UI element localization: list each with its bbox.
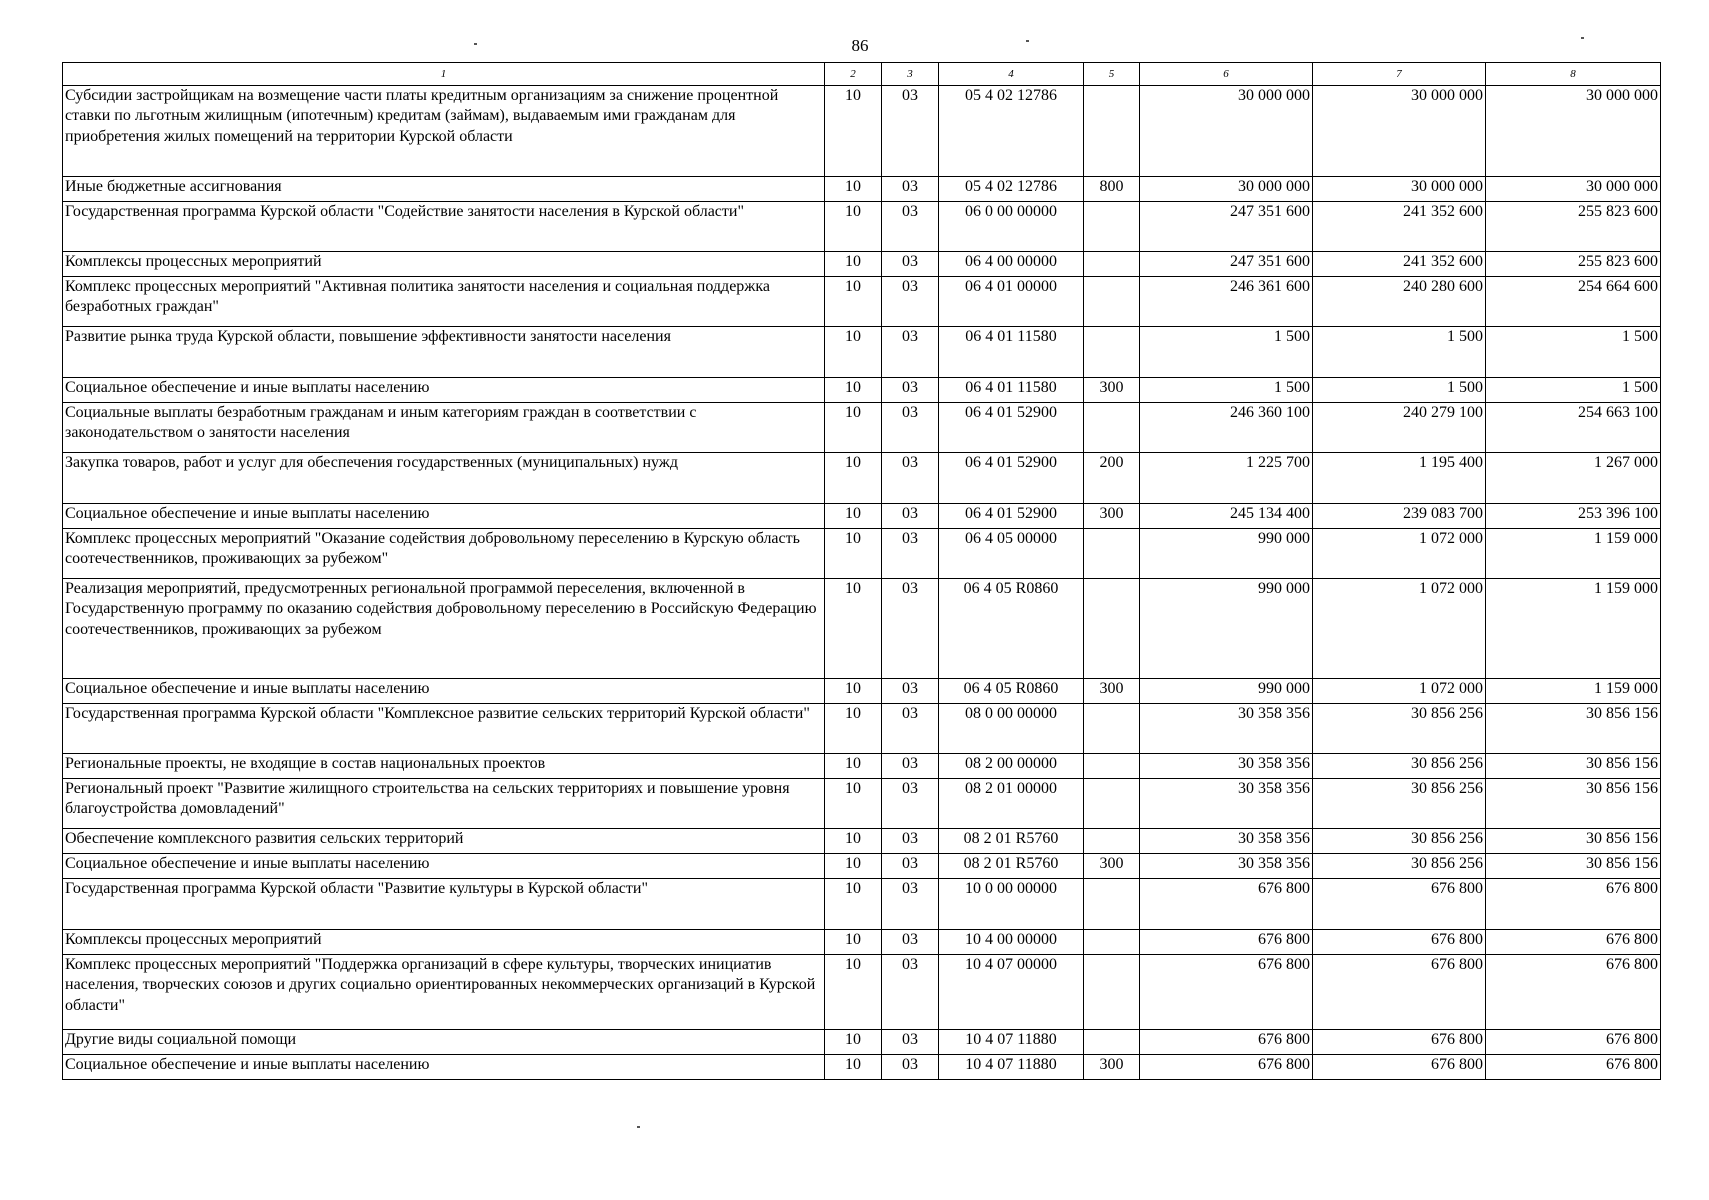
column-header: 7 [1313, 63, 1486, 86]
cell-name: Государственная программа Курской области "Развитие культуры в Курской области" [63, 879, 825, 930]
cell-section: 10 [825, 453, 882, 504]
cell-name: Региональный проект "Развитие жилищного строительства на сельских территориях и повышение уровня благоустройства домовладений" [63, 779, 825, 829]
table-row [63, 1055, 1661, 1080]
cell-amount-1: 676 800 [1140, 1055, 1313, 1080]
scan-speck [1581, 37, 1584, 39]
table-row [63, 277, 1661, 327]
table-row [63, 504, 1661, 529]
cell-amount-2: 30 000 000 [1313, 177, 1486, 202]
cell-amount-1: 990 000 [1140, 579, 1313, 679]
cell-amount-3: 676 800 [1486, 955, 1661, 1030]
cell-expense-type [1084, 879, 1140, 930]
table-row [63, 829, 1661, 854]
cell-expense-type [1084, 529, 1140, 579]
cell-target-article: 06 4 01 52900 [939, 453, 1084, 504]
cell-amount-3: 30 856 156 [1486, 754, 1661, 779]
cell-amount-2: 676 800 [1313, 1030, 1486, 1055]
cell-subsection: 03 [882, 1055, 939, 1080]
cell-name: Государственная программа Курской области "Комплексное развитие сельских территорий Курской области" [63, 704, 825, 754]
cell-section: 10 [825, 504, 882, 529]
cell-subsection: 03 [882, 879, 939, 930]
cell-subsection: 03 [882, 202, 939, 252]
cell-name: Иные бюджетные ассигнования [63, 177, 825, 202]
cell-subsection: 03 [882, 579, 939, 679]
cell-amount-1: 990 000 [1140, 529, 1313, 579]
cell-target-article: 06 4 01 52900 [939, 504, 1084, 529]
cell-amount-1: 1 500 [1140, 378, 1313, 403]
table-row [63, 202, 1661, 252]
cell-section: 10 [825, 930, 882, 955]
cell-subsection: 03 [882, 453, 939, 504]
cell-amount-3: 1 500 [1486, 327, 1661, 378]
column-header: 1 [63, 63, 825, 86]
cell-target-article: 06 4 01 52900 [939, 403, 1084, 453]
cell-expense-type: 300 [1084, 1055, 1140, 1080]
cell-amount-3: 30 856 156 [1486, 829, 1661, 854]
cell-amount-1: 30 000 000 [1140, 177, 1313, 202]
cell-amount-2: 30 856 256 [1313, 854, 1486, 879]
table-body [63, 86, 1661, 1080]
cell-expense-type: 300 [1084, 854, 1140, 879]
cell-name: Социальное обеспечение и иные выплаты населению [63, 854, 825, 879]
cell-amount-2: 1 072 000 [1313, 679, 1486, 704]
cell-name: Социальное обеспечение и иные выплаты населению [63, 679, 825, 704]
cell-amount-1: 676 800 [1140, 1030, 1313, 1055]
cell-target-article: 06 4 05 00000 [939, 529, 1084, 579]
cell-section: 10 [825, 202, 882, 252]
cell-section: 10 [825, 252, 882, 277]
cell-amount-1: 30 358 356 [1140, 704, 1313, 754]
cell-amount-2: 1 072 000 [1313, 579, 1486, 679]
column-header: 2 [825, 63, 882, 86]
cell-amount-1: 30 358 356 [1140, 754, 1313, 779]
cell-amount-3: 1 159 000 [1486, 679, 1661, 704]
cell-section: 10 [825, 277, 882, 327]
table-row [63, 453, 1661, 504]
cell-amount-2: 676 800 [1313, 930, 1486, 955]
cell-subsection: 03 [882, 854, 939, 879]
cell-expense-type: 200 [1084, 453, 1140, 504]
table-row [63, 403, 1661, 453]
cell-amount-3: 255 823 600 [1486, 252, 1661, 277]
cell-amount-2: 676 800 [1313, 1055, 1486, 1080]
cell-name: Другие виды социальной помощи [63, 1030, 825, 1055]
scan-speck [474, 43, 477, 45]
scan-speck [637, 1126, 640, 1128]
cell-section: 10 [825, 403, 882, 453]
table-row [63, 579, 1661, 679]
cell-subsection: 03 [882, 277, 939, 327]
cell-amount-1: 247 351 600 [1140, 202, 1313, 252]
cell-amount-3: 255 823 600 [1486, 202, 1661, 252]
table-row [63, 754, 1661, 779]
table-row [63, 679, 1661, 704]
cell-expense-type [1084, 1030, 1140, 1055]
cell-amount-1: 30 000 000 [1140, 86, 1313, 177]
cell-subsection: 03 [882, 754, 939, 779]
cell-amount-2: 30 856 256 [1313, 704, 1486, 754]
cell-target-article: 06 4 00 00000 [939, 252, 1084, 277]
cell-amount-1: 676 800 [1140, 930, 1313, 955]
cell-section: 10 [825, 378, 882, 403]
table-row [63, 779, 1661, 829]
cell-subsection: 03 [882, 327, 939, 378]
table-row [63, 252, 1661, 277]
cell-amount-3: 30 000 000 [1486, 177, 1661, 202]
table-row [63, 854, 1661, 879]
cell-amount-3: 30 856 156 [1486, 779, 1661, 829]
cell-name: Субсидии застройщикам на возмещение части платы кредитным организациям за снижение процентной ставки по льготным жилищным (ипотечным) кредитам (займам), выдаваемым ими гражданам для приобретения жилых помещений на территории Курской области [63, 86, 825, 177]
cell-name: Социальное обеспечение и иные выплаты населению [63, 378, 825, 403]
cell-subsection: 03 [882, 829, 939, 854]
cell-amount-3: 1 267 000 [1486, 453, 1661, 504]
cell-section: 10 [825, 829, 882, 854]
cell-subsection: 03 [882, 403, 939, 453]
cell-expense-type [1084, 252, 1140, 277]
cell-target-article: 08 2 00 00000 [939, 754, 1084, 779]
cell-target-article: 06 4 05 R0860 [939, 579, 1084, 679]
table-row [63, 930, 1661, 955]
column-header: 5 [1084, 63, 1140, 86]
cell-expense-type [1084, 202, 1140, 252]
cell-amount-3: 1 159 000 [1486, 579, 1661, 679]
cell-expense-type [1084, 829, 1140, 854]
table-row [63, 327, 1661, 378]
cell-section: 10 [825, 854, 882, 879]
cell-amount-1: 676 800 [1140, 955, 1313, 1030]
cell-expense-type: 800 [1084, 177, 1140, 202]
column-header: 8 [1486, 63, 1661, 86]
cell-amount-3: 1 159 000 [1486, 529, 1661, 579]
cell-target-article: 06 4 05 R0860 [939, 679, 1084, 704]
cell-target-article: 08 0 00 00000 [939, 704, 1084, 754]
cell-amount-3: 254 664 600 [1486, 277, 1661, 327]
cell-amount-2: 1 195 400 [1313, 453, 1486, 504]
cell-amount-2: 30 000 000 [1313, 86, 1486, 177]
cell-amount-3: 676 800 [1486, 930, 1661, 955]
table-row [63, 378, 1661, 403]
cell-expense-type [1084, 86, 1140, 177]
cell-amount-2: 676 800 [1313, 955, 1486, 1030]
cell-target-article: 08 2 01 R5760 [939, 829, 1084, 854]
cell-subsection: 03 [882, 1030, 939, 1055]
column-header: 6 [1140, 63, 1313, 86]
cell-amount-1: 30 358 356 [1140, 829, 1313, 854]
cell-subsection: 03 [882, 86, 939, 177]
cell-expense-type [1084, 327, 1140, 378]
cell-section: 10 [825, 177, 882, 202]
cell-amount-2: 240 279 100 [1313, 403, 1486, 453]
page-number: 86 [851, 36, 869, 55]
cell-subsection: 03 [882, 504, 939, 529]
cell-target-article: 10 4 07 11880 [939, 1055, 1084, 1080]
cell-expense-type [1084, 930, 1140, 955]
cell-amount-1: 30 358 356 [1140, 779, 1313, 829]
cell-target-article: 06 4 01 11580 [939, 378, 1084, 403]
cell-subsection: 03 [882, 529, 939, 579]
cell-amount-3: 30 000 000 [1486, 86, 1661, 177]
cell-amount-3: 254 663 100 [1486, 403, 1661, 453]
cell-amount-1: 30 358 356 [1140, 854, 1313, 879]
cell-name: Комплексы процессных мероприятий [63, 252, 825, 277]
cell-expense-type [1084, 579, 1140, 679]
cell-section: 10 [825, 1055, 882, 1080]
cell-amount-1: 1 225 700 [1140, 453, 1313, 504]
cell-section: 10 [825, 679, 882, 704]
cell-section: 10 [825, 754, 882, 779]
cell-name: Социальное обеспечение и иные выплаты населению [63, 1055, 825, 1080]
budget-table [62, 62, 1661, 1080]
cell-amount-3: 676 800 [1486, 1030, 1661, 1055]
cell-amount-1: 246 361 600 [1140, 277, 1313, 327]
cell-target-article: 06 0 00 00000 [939, 202, 1084, 252]
cell-expense-type: 300 [1084, 504, 1140, 529]
cell-name: Закупка товаров, работ и услуг для обеспечения государственных (муниципальных) нужд [63, 453, 825, 504]
cell-section: 10 [825, 579, 882, 679]
cell-amount-2: 676 800 [1313, 879, 1486, 930]
cell-amount-1: 247 351 600 [1140, 252, 1313, 277]
table-row [63, 955, 1661, 1030]
cell-target-article: 06 4 01 11580 [939, 327, 1084, 378]
cell-section: 10 [825, 1030, 882, 1055]
cell-amount-2: 239 083 700 [1313, 504, 1486, 529]
cell-amount-1: 676 800 [1140, 879, 1313, 930]
cell-expense-type [1084, 779, 1140, 829]
cell-amount-2: 240 280 600 [1313, 277, 1486, 327]
cell-name: Региональные проекты, не входящие в состав национальных проектов [63, 754, 825, 779]
cell-target-article: 05 4 02 12786 [939, 177, 1084, 202]
cell-name: Комплексы процессных мероприятий [63, 930, 825, 955]
cell-amount-1: 1 500 [1140, 327, 1313, 378]
cell-name: Развитие рынка труда Курской области, повышение эффективности занятости населения [63, 327, 825, 378]
column-header: 4 [939, 63, 1084, 86]
header-row [63, 63, 1661, 86]
cell-subsection: 03 [882, 779, 939, 829]
table-row [63, 879, 1661, 930]
cell-target-article: 10 4 00 00000 [939, 930, 1084, 955]
cell-amount-2: 1 500 [1313, 327, 1486, 378]
cell-subsection: 03 [882, 930, 939, 955]
cell-amount-2: 241 352 600 [1313, 252, 1486, 277]
cell-name: Государственная программа Курской области "Содействие занятости населения в Курской области" [63, 202, 825, 252]
cell-name: Обеспечение комплексного развития сельских территорий [63, 829, 825, 854]
table-row [63, 529, 1661, 579]
cell-section: 10 [825, 704, 882, 754]
cell-section: 10 [825, 327, 882, 378]
cell-expense-type [1084, 277, 1140, 327]
cell-section: 10 [825, 86, 882, 177]
cell-section: 10 [825, 879, 882, 930]
cell-target-article: 05 4 02 12786 [939, 86, 1084, 177]
cell-amount-2: 1 072 000 [1313, 529, 1486, 579]
cell-target-article: 08 2 01 R5760 [939, 854, 1084, 879]
cell-expense-type [1084, 704, 1140, 754]
cell-amount-2: 30 856 256 [1313, 829, 1486, 854]
cell-target-article: 10 4 07 00000 [939, 955, 1084, 1030]
cell-amount-3: 30 856 156 [1486, 854, 1661, 879]
cell-amount-1: 245 134 400 [1140, 504, 1313, 529]
table-row [63, 1030, 1661, 1055]
cell-name: Комплекс процессных мероприятий "Оказание содействия добровольному переселению в Курскую область соотечественников, проживающих за рубежом" [63, 529, 825, 579]
cell-subsection: 03 [882, 378, 939, 403]
cell-amount-3: 676 800 [1486, 1055, 1661, 1080]
cell-expense-type: 300 [1084, 679, 1140, 704]
cell-target-article: 08 2 01 00000 [939, 779, 1084, 829]
cell-expense-type: 300 [1084, 378, 1140, 403]
table-row [63, 177, 1661, 202]
cell-expense-type [1084, 955, 1140, 1030]
table-row [63, 704, 1661, 754]
scan-speck [1026, 40, 1029, 42]
cell-target-article: 10 0 00 00000 [939, 879, 1084, 930]
cell-amount-1: 990 000 [1140, 679, 1313, 704]
cell-section: 10 [825, 779, 882, 829]
cell-amount-3: 1 500 [1486, 378, 1661, 403]
cell-amount-2: 30 856 256 [1313, 754, 1486, 779]
cell-target-article: 06 4 01 00000 [939, 277, 1084, 327]
column-header: 3 [882, 63, 939, 86]
cell-section: 10 [825, 955, 882, 1030]
table-row [63, 86, 1661, 177]
cell-section: 10 [825, 529, 882, 579]
cell-amount-2: 1 500 [1313, 378, 1486, 403]
cell-name: Реализация мероприятий, предусмотренных региональной программой переселения, включенной в Государственную программу по оказанию содействия добровольному переселению в Российскую Федерацию соотечественников, проживающих за рубежом [63, 579, 825, 679]
cell-amount-2: 30 856 256 [1313, 779, 1486, 829]
cell-subsection: 03 [882, 679, 939, 704]
cell-amount-3: 30 856 156 [1486, 704, 1661, 754]
cell-amount-1: 246 360 100 [1140, 403, 1313, 453]
cell-name: Комплекс процессных мероприятий "Активная политика занятости населения и социальная поддержка безработных граждан" [63, 277, 825, 327]
cell-amount-2: 241 352 600 [1313, 202, 1486, 252]
cell-expense-type [1084, 754, 1140, 779]
cell-subsection: 03 [882, 252, 939, 277]
cell-name: Социальные выплаты безработным гражданам и иным категориям граждан в соответствии с законодательством о занятости населения [63, 403, 825, 453]
cell-expense-type [1084, 403, 1140, 453]
cell-amount-3: 253 396 100 [1486, 504, 1661, 529]
cell-amount-3: 676 800 [1486, 879, 1661, 930]
cell-name: Социальное обеспечение и иные выплаты населению [63, 504, 825, 529]
cell-subsection: 03 [882, 704, 939, 754]
cell-subsection: 03 [882, 177, 939, 202]
cell-subsection: 03 [882, 955, 939, 1030]
cell-target-article: 10 4 07 11880 [939, 1030, 1084, 1055]
cell-name: Комплекс процессных мероприятий "Поддержка организаций в сфере культуры, творческих инициатив населения, творческих союзов и других социально ориентированных некоммерческих организаций в Курской области" [63, 955, 825, 1030]
